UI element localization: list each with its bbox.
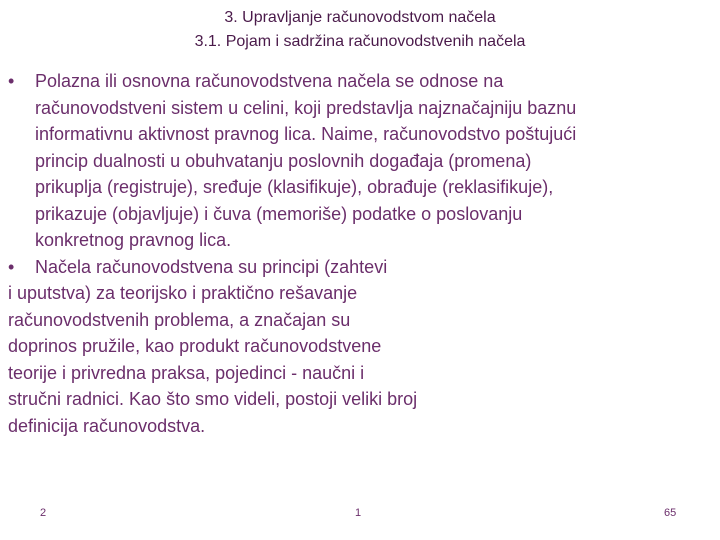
bullet-1-line: Polazna ili osnovna računovodstvena načela se odnose na (35, 71, 504, 91)
footer-center-number: 1 (355, 507, 362, 519)
bullet-2-line: teorije i privredna praksa, pojedinci - naučni i (8, 362, 365, 383)
bullet-2-line: definicija računovodstva. (8, 415, 206, 436)
bullet-item-1 (8, 68, 708, 254)
title-line-1: 3. Upravljanje računovodstvom načela (224, 9, 496, 26)
bullet-1-line: konkretnog pravnog lica. (35, 230, 232, 250)
bullet-item-2 (8, 254, 708, 440)
bullet-1-line: informativnu aktivnost pravnog lica. Naime, računovodstvo poštujući (35, 124, 577, 144)
bullet-2-line-text: Načela računovodstvena su principi (zahtevi (35, 256, 388, 277)
footer-left-number: 2 (40, 507, 47, 519)
bullet-1-line: računovodstveni sistem u celini, koji predstavlja najznačajniju baznu (35, 97, 577, 118)
bullet-icon: • (8, 256, 15, 277)
bullet-2-first-line (8, 254, 708, 281)
bullet-1-line: princip dualnosti u obuhvatanju poslovnih događaja (promena) (35, 150, 532, 171)
bullet-1-line: prikazuje (objavljuje) i čuva (memoriše) podatke o poslovanju (35, 203, 523, 224)
bullet-icon: • (8, 71, 15, 91)
bullet-2-line: i uputstva) za teorijsko i praktično rešavanje (8, 283, 358, 303)
page-number: 65 (664, 507, 677, 519)
slide-title (0, 6, 720, 54)
title-line-2: 3.1. Pojam i sadržina računovodstvenih načela (194, 33, 526, 50)
bullet-2-line: stručni radnici. Kao što smo videli, postoji veliki broj (8, 389, 418, 409)
bullet-1-line: prikuplja (registruje), sređuje (klasifikuje), obrađuje (reklasifikuje), (35, 177, 554, 197)
bullet-2-line: doprinos pružile, kao produkt računovodstvene (8, 336, 382, 356)
slide-body (8, 68, 708, 439)
bullet-2-line: računovodstvenih problema, a značajan su (8, 309, 351, 330)
